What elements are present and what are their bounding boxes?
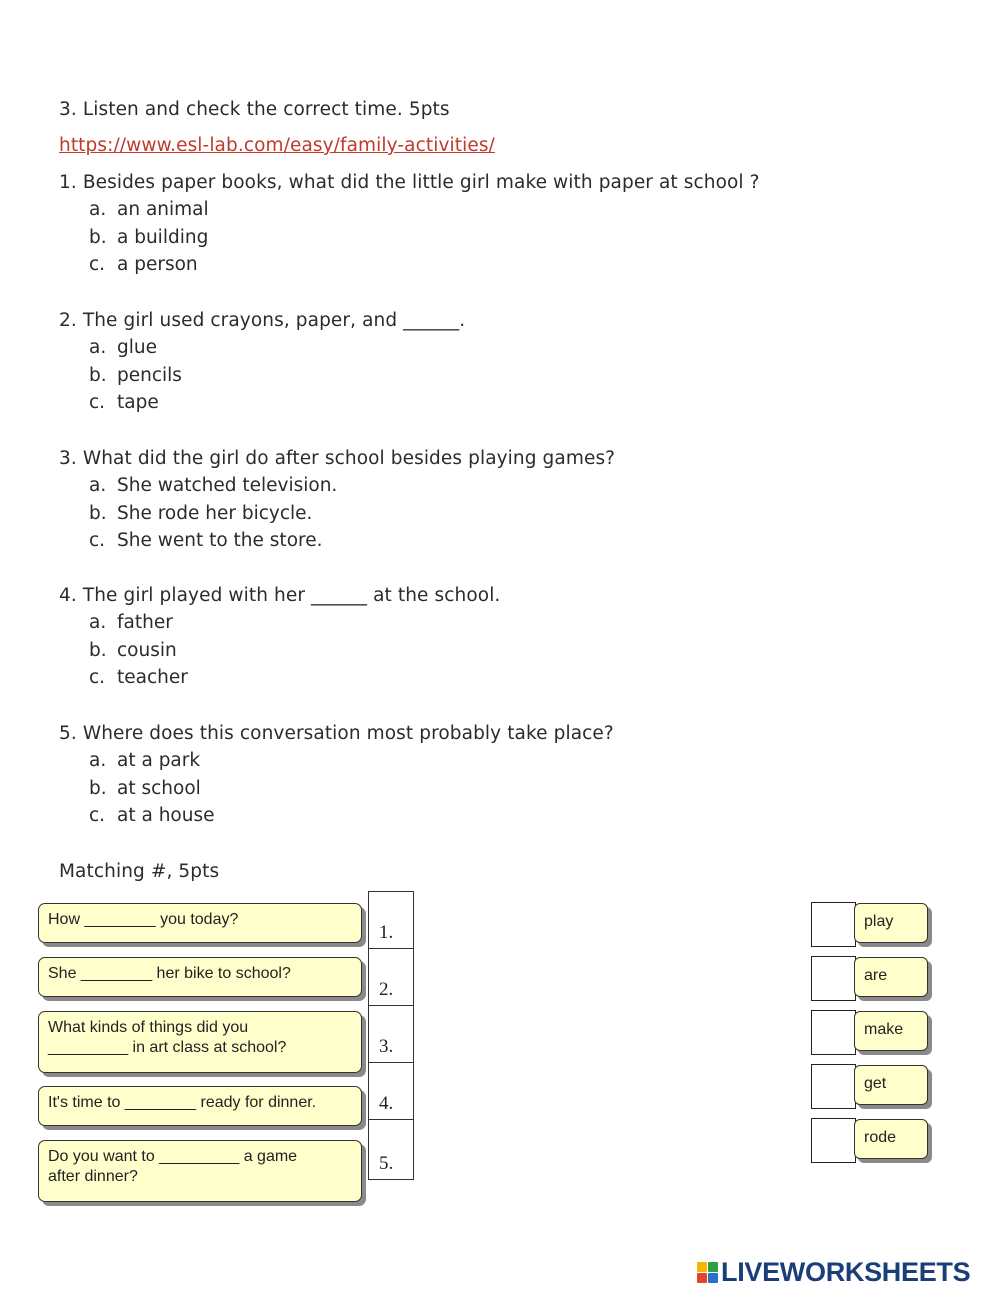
q5-option-a[interactable]: a. at a park — [89, 750, 201, 771]
q4-option-a[interactable]: a. father — [89, 612, 173, 633]
logo-block — [697, 1273, 707, 1283]
word-card-play[interactable]: play — [854, 903, 928, 943]
match-slot-4[interactable]: 4. — [368, 1062, 414, 1120]
question-2: 2. The girl used crayons, paper, and ______. — [59, 310, 466, 331]
word-card-make[interactable]: make — [854, 1011, 928, 1051]
logo-blocks-icon — [697, 1262, 718, 1283]
q5-option-b[interactable]: b. at school — [89, 778, 201, 799]
answer-box-get[interactable] — [811, 1064, 856, 1109]
q2-option-a[interactable]: a. glue — [89, 337, 157, 358]
section-title: 3. Listen and check the correct time. 5pts — [59, 99, 450, 120]
answer-box-rode[interactable] — [811, 1118, 856, 1163]
q1-option-c[interactable]: c. a person — [89, 254, 198, 275]
answer-box-play[interactable] — [811, 902, 856, 947]
q4-option-c[interactable]: c. teacher — [89, 667, 188, 688]
answer-box-are[interactable] — [811, 956, 856, 1001]
logo-block — [708, 1273, 718, 1283]
question-3: 3. What did the girl do after school besides playing games? — [59, 448, 616, 469]
matching-sentence-1: How ________ you today? — [38, 903, 362, 943]
word-card-rode[interactable]: rode — [854, 1119, 928, 1159]
match-slot-2[interactable]: 2. — [368, 948, 414, 1006]
answer-box-make[interactable] — [811, 1010, 856, 1055]
q5-option-c[interactable]: c. at a house — [89, 805, 215, 826]
word-card-get[interactable]: get — [854, 1065, 928, 1105]
match-slot-1[interactable]: 1. — [368, 891, 414, 949]
question-4: 4. The girl played with her ______ at the school. — [59, 585, 501, 606]
q3-option-c[interactable]: c. She went to the store. — [89, 530, 323, 551]
q4-option-b[interactable]: b. cousin — [89, 640, 177, 661]
match-slot-5[interactable]: 5. — [368, 1119, 414, 1180]
question-5: 5. Where does this conversation most probably take place? — [59, 723, 614, 744]
logo-block — [708, 1262, 718, 1272]
match-slot-3[interactable]: 3. — [368, 1005, 414, 1063]
q1-option-a[interactable]: a. an animal — [89, 199, 209, 220]
matching-sentence-5: Do you want to _________ a game after dinner? — [38, 1140, 362, 1202]
audio-link[interactable]: https://www.esl-lab.com/easy/family-activities/ — [59, 135, 495, 156]
matching-title: Matching #, 5pts — [59, 861, 220, 882]
q2-option-b[interactable]: b. pencils — [89, 365, 182, 386]
logo-block — [697, 1262, 707, 1272]
matching-sentence-3: What kinds of things did you _________ in art class at school? — [38, 1011, 362, 1073]
liveworksheets-logo — [697, 1257, 970, 1287]
q1-option-b[interactable]: b. a building — [89, 227, 209, 248]
q3-option-a[interactable]: a. She watched television. — [89, 475, 338, 496]
q2-option-c[interactable]: c. tape — [89, 392, 159, 413]
word-card-are[interactable]: are — [854, 957, 928, 997]
matching-sentence-2: She ________ her bike to school? — [38, 957, 362, 997]
logo-text: LIVEWORKSHEETS — [721, 1256, 971, 1287]
q3-option-b[interactable]: b. She rode her bicycle. — [89, 503, 313, 524]
question-1: 1. Besides paper books, what did the little girl make with paper at school ? — [59, 172, 760, 193]
matching-sentence-4: It's time to ________ ready for dinner. — [38, 1086, 362, 1126]
